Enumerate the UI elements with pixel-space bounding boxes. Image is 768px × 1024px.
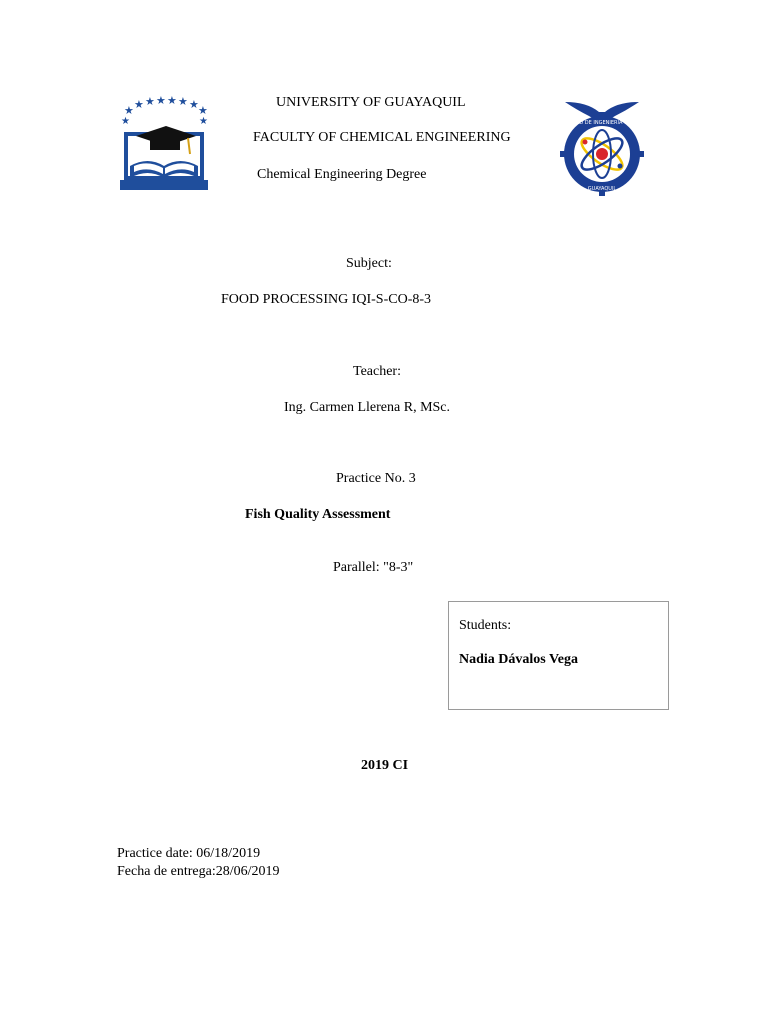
svg-text:★: ★ — [145, 96, 155, 108]
svg-text:★: ★ — [178, 96, 188, 108]
subject-value: FOOD PROCESSING IQI-S-CO-8-3 — [221, 292, 432, 307]
university-crest-icon — [118, 96, 210, 192]
student-name: Nadia Dávalos Vega — [459, 652, 579, 667]
practice-number: Practice No. 3 — [336, 471, 416, 486]
svg-text:★: ★ — [124, 104, 134, 117]
svg-text:★: ★ — [156, 96, 166, 107]
svg-text:GUAYAQUIL: GUAYAQUIL — [587, 186, 617, 192]
faculty-name: FACULTY OF CHEMICAL ENGINEERING — [253, 130, 511, 145]
svg-text:FACULTAD DE INGENIERIA QUIMICA: FACULTAD DE INGENIERIA QUIMICA — [558, 120, 646, 126]
parallel-label: Parallel: "8-3" — [333, 560, 414, 575]
university-name: UNIVERSITY OF GUAYAQUIL — [276, 95, 466, 110]
teacher-label: Teacher: — [353, 364, 401, 379]
svg-text:★: ★ — [134, 98, 144, 111]
practice-title: Fish Quality Assessment — [245, 507, 391, 522]
students-box — [448, 601, 669, 710]
svg-text:★: ★ — [167, 96, 177, 107]
practice-date: Practice date: 06/18/2019 — [117, 846, 261, 861]
svg-text:★: ★ — [199, 116, 208, 127]
students-label: Students: — [459, 618, 512, 633]
svg-text:★: ★ — [189, 98, 199, 111]
subject-label: Subject: — [346, 256, 392, 271]
svg-text:★: ★ — [198, 104, 208, 117]
degree-name: Chemical Engineering Degree — [257, 167, 427, 182]
svg-text:★: ★ — [121, 116, 130, 127]
term-label: 2019 CI — [361, 758, 409, 773]
teacher-name: Ing. Carmen Llerena R, MSc. — [284, 400, 451, 415]
faculty-seal-icon — [557, 98, 647, 196]
delivery-date: Fecha de entrega:28/06/2019 — [117, 864, 280, 879]
